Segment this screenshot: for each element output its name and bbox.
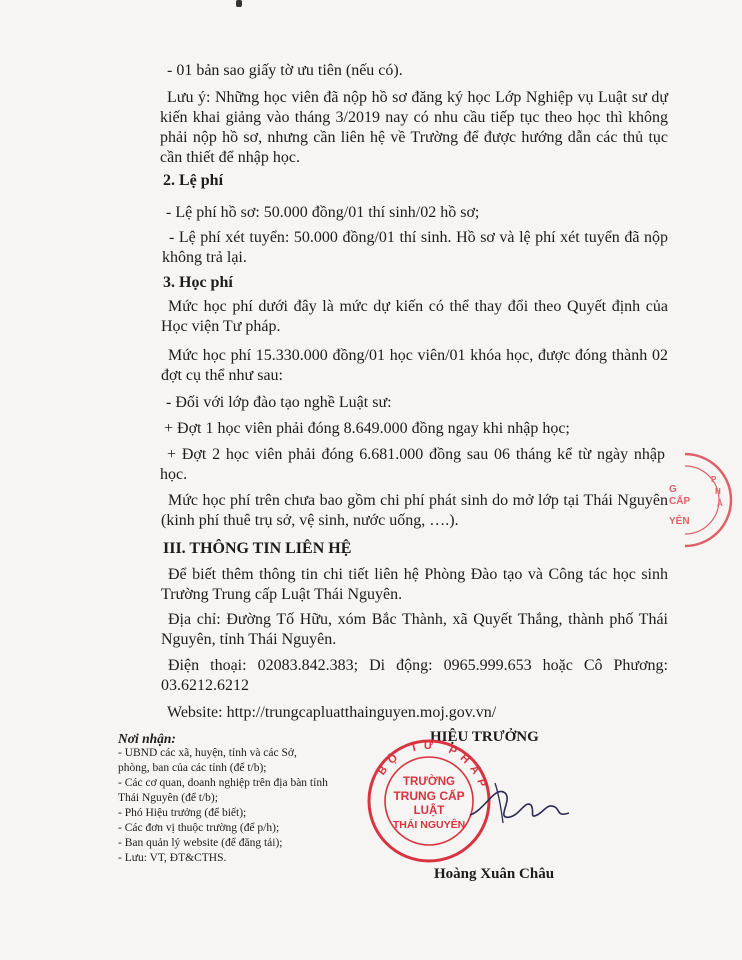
svg-text:TRUNG CẤP: TRUNG CẤP [393, 789, 465, 803]
recipient-item: - Lưu: VT, ĐT&CTHS. [118, 852, 227, 864]
fee-application: - Lệ phí hồ sơ: 50.000 đồng/01 thí sinh/02 hồ sơ; [166, 204, 480, 221]
svg-text:TRƯỜNG: TRƯỜNG [403, 776, 455, 788]
tuition-intro: Mức học phí dưới đây là mức dự kiến có thể thay đổi theo Quyết định của Học viện Tư pháp. [161, 298, 668, 335]
svg-text:CẤP: CẤP [669, 496, 691, 507]
svg-text:Á: Á [717, 499, 723, 508]
contact-address: Địa chỉ: Đường Tố Hữu, xóm Bắc Thành, xã Quyết Thắng, thành phố Thái Nguyên, tỉnh Thái Nguyên. [161, 611, 668, 648]
recipient-item: - UBND các xã, huyện, tỉnh và các Sở, phòng, ban của các tỉnh (để t/b); [118, 747, 297, 774]
tuition-amount: Mức học phí 15.330.000 đồng/01 học viên/01 khóa học, được đóng thành 02 đợt cụ thể như sau: [161, 347, 668, 384]
svg-text:H: H [715, 487, 721, 496]
section-3-title: 3. Học phí [163, 274, 233, 291]
contact-website: Website: http://trungcapluatthainguyen.moj.gov.vn/ [167, 704, 497, 721]
svg-text:LUẬT: LUẬT [413, 805, 445, 817]
principal-name: Hoàng Xuân Châu [434, 866, 555, 882]
svg-text:YÊN: YÊN [669, 516, 690, 527]
tuition-note: Mức học phí trên chưa bao gồm chi phí phát sinh do mở lớp tại Thái Nguyên (kinh phí thuê trụ sở, vệ sinh, nước uống, ….). [161, 492, 668, 529]
installment-1: + Đợt 1 học viên phải đóng 8.649.000 đồng ngay khi nhập học; [164, 420, 570, 437]
note-paragraph: Lưu ý: Những học viên đã nộp hồ sơ đăng ký học Lớp Nghiệp vụ Luật sư dự kiến khai giảng vào tháng 3/2019 nay có nhu cầu tiếp tục theo học thì không phải nộp hồ sơ, nhưng cần liên hệ về Trường để được hướng dẫn các thủ tục cần thiết để nhập học. [160, 89, 668, 166]
contact-intro: Để biết thêm thông tin chi tiết liên hệ Phòng Đào tạo và Công tác học sinh Trường Trung cấp Luật Thái Nguyên. [161, 566, 668, 603]
svg-text:P: P [711, 475, 717, 484]
section-iii-title: III. THÔNG TIN LIÊN HỆ [163, 540, 352, 557]
priority-document-line: - 01 bản sao giấy tờ ưu tiên (nếu có). [167, 62, 403, 79]
svg-text:G: G [669, 484, 677, 495]
recipient-item: - Các đơn vị thuộc trường (để p/h); [118, 822, 280, 834]
svg-text:THÁI NGUYÊN: THÁI NGUYÊN [392, 819, 466, 831]
principal-title: HIỆU TRƯỞNG [430, 729, 539, 745]
contact-phone: Điện thoại: 02083.842.383; Di động: 0965.999.653 hoặc Cô Phương: 03.6212.6212 [161, 657, 668, 694]
section-2-title: 2. Lệ phí [163, 172, 224, 189]
handwritten-signature [465, 775, 575, 830]
recipient-item: - Ban quản lý website (để đăng tải); [118, 837, 283, 849]
tuition-for-class: - Đối với lớp đào tạo nghề Luật sư: [166, 394, 392, 411]
scan-mark [236, 0, 242, 7]
recipient-item: - Phó Hiệu trưởng (để biết); [118, 807, 247, 819]
recipient-item: - Các cơ quan, doanh nghiệp trên địa bàn tỉnh Thái Nguyên (để t/b); [118, 777, 328, 804]
recipients-title: Nơi nhận: [118, 731, 176, 746]
installment-2: + Đợt 2 học viên phải đóng 6.681.000 đồng sau 06 tháng kể từ ngày nhập học. [160, 446, 665, 483]
svg-text:BỘ TƯ PHÁP: BỘ TƯ PHÁP [375, 739, 490, 794]
fee-admission: - Lệ phí xét tuyển: 50.000 đồng/01 thí sinh. Hồ sơ và lệ phí xét tuyển đã nộp không trả lại. [162, 229, 668, 266]
partial-seal [665, 452, 735, 548]
